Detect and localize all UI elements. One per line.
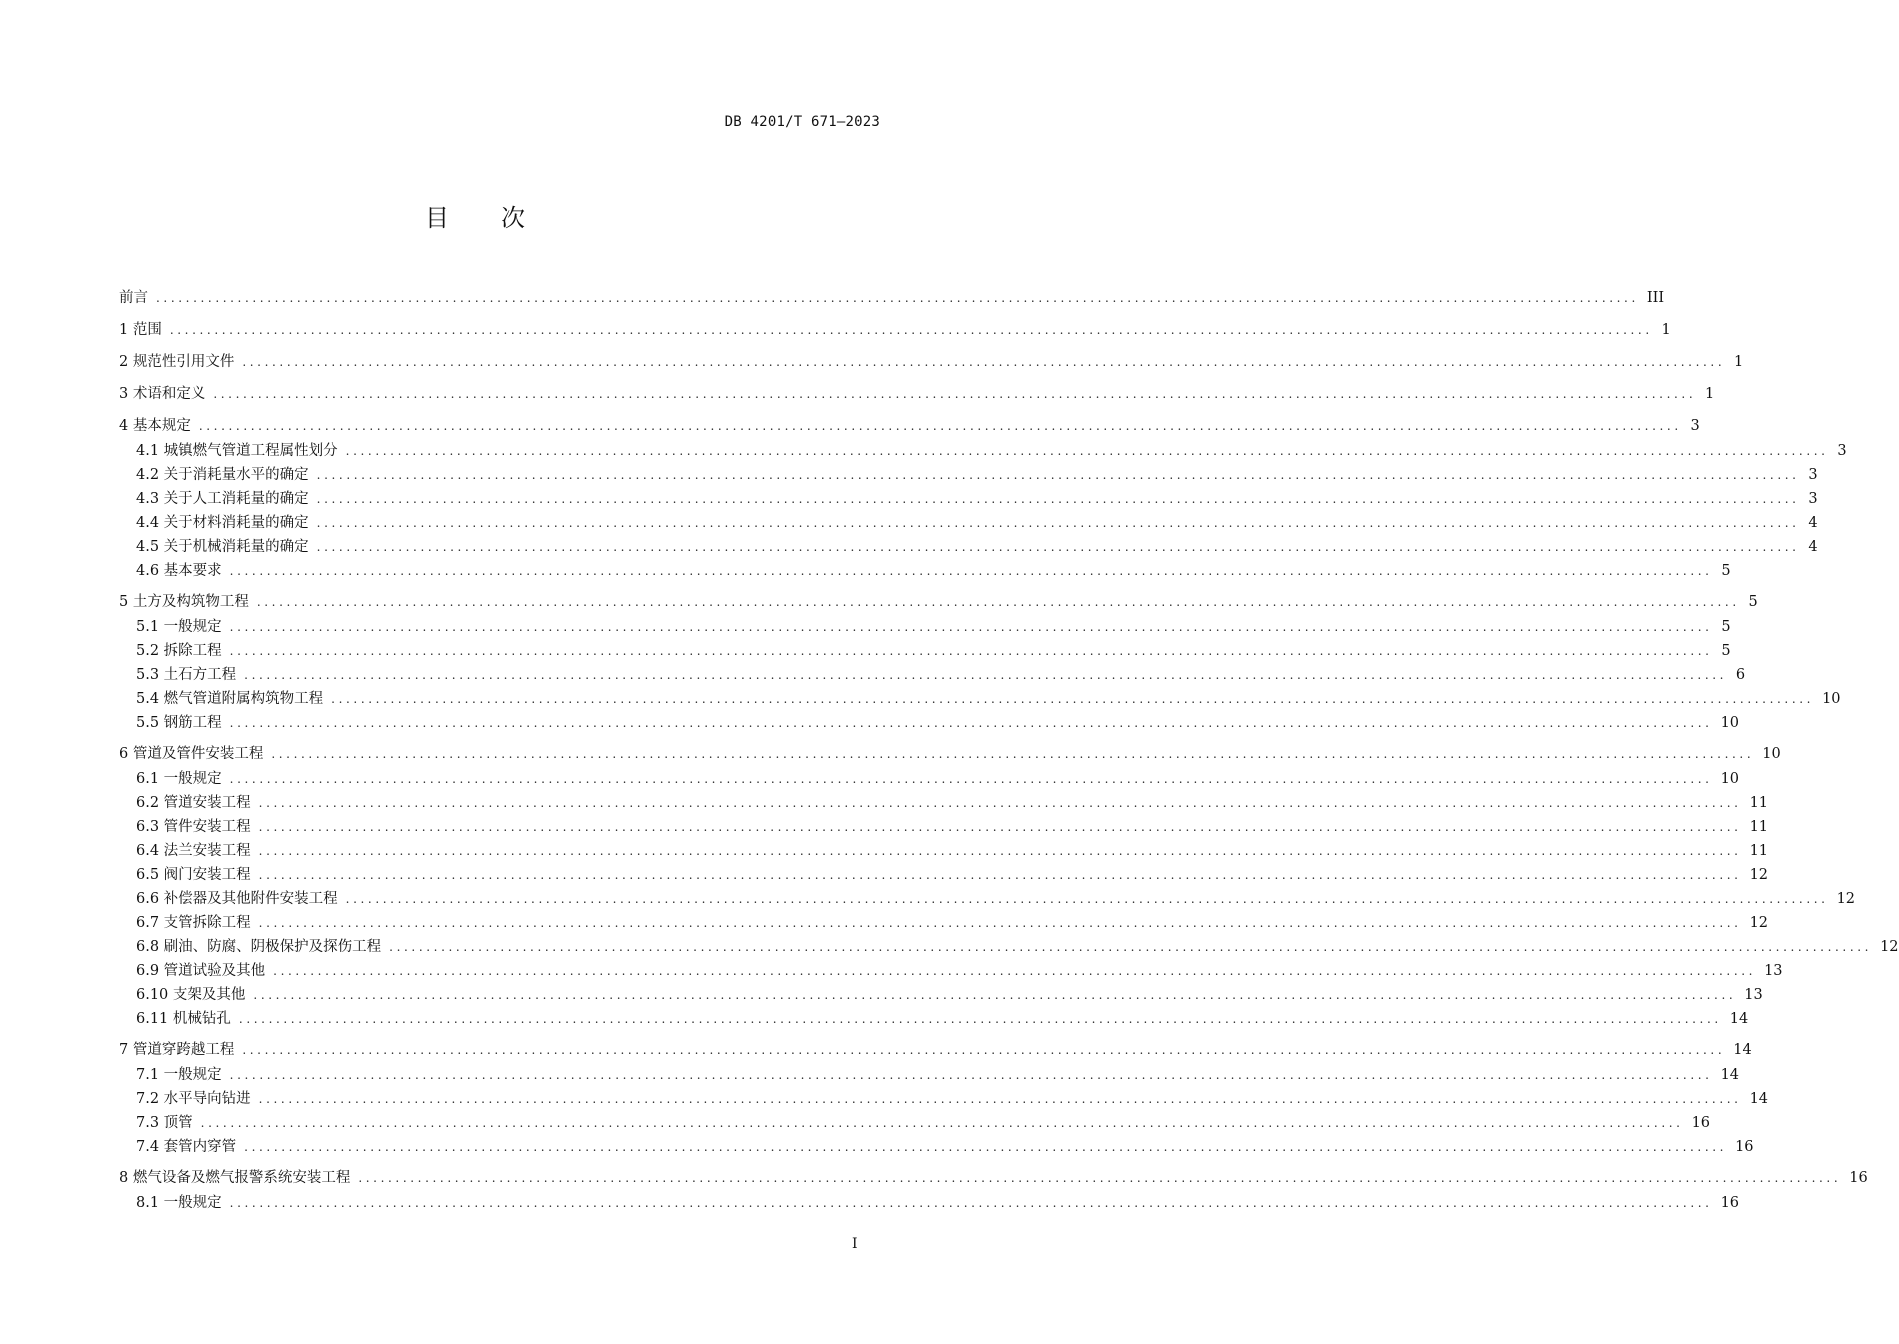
toc-entry-label: 关于人工消耗量的确定 xyxy=(163,491,309,507)
toc-entry-page: 10 xyxy=(1720,715,1740,731)
toc-entry[interactable] xyxy=(119,1111,1711,1135)
toc-leader-dots: ........................................................................................................................................................................................................ xyxy=(345,444,1829,458)
toc-entry-page: 10 xyxy=(1822,691,1841,707)
toc-leader-dots: ........................................................................................................................................................................................................ xyxy=(258,1092,1742,1106)
toc-entry-page: 14 xyxy=(1749,1091,1769,1107)
toc-leader-dots: ........................................................................................................................................................................................................ xyxy=(229,716,1713,730)
toc-entry-label: 一般规定 xyxy=(163,1067,222,1083)
page-title: 目次 xyxy=(425,204,577,232)
toc-entry-label: 支管拆除工程 xyxy=(163,915,251,931)
toc-entry-page: 11 xyxy=(1749,795,1769,811)
toc-entry-number: 4.3 xyxy=(136,491,160,507)
toc-entry-page: 3 xyxy=(1837,443,1847,459)
toc-leader-dots: ........................................................................................................................................................................................................ xyxy=(229,620,1713,634)
toc-entry[interactable] xyxy=(119,742,1781,767)
document-code: DB 4201/T 671—2023 xyxy=(724,114,880,130)
toc-entry-number: 8 xyxy=(119,1170,129,1186)
toc-entry[interactable] xyxy=(119,935,1899,959)
toc-leader-dots: ........................................................................................................................................................................................................ xyxy=(256,595,1740,609)
toc-entry-number: 8.1 xyxy=(136,1195,160,1211)
toc-entry-label: 套管内穿管 xyxy=(163,1139,237,1155)
toc-leader-dots: ........................................................................................................................................................................................................ xyxy=(258,796,1742,810)
toc-entry[interactable] xyxy=(119,1166,1868,1191)
toc-entry-label: 城镇燃气管道工程属性划分 xyxy=(163,443,338,459)
toc-leader-dots: ........................................................................................................................................................................................................ xyxy=(242,355,1726,369)
toc-entry-label: 钢筋工程 xyxy=(163,715,222,731)
toc-entry-page: 10 xyxy=(1762,746,1781,762)
toc-entry[interactable] xyxy=(119,1135,1754,1159)
toc-entry[interactable] xyxy=(119,983,1763,1007)
toc-leader-dots: ........................................................................................................................................................................................................ xyxy=(316,540,1800,554)
toc-entry[interactable] xyxy=(119,382,1715,407)
toc-entry-number: 5.1 xyxy=(136,619,160,635)
toc-entry-page: 5 xyxy=(1721,643,1731,659)
toc-entry-number: 4 xyxy=(119,418,129,434)
toc-entry[interactable] xyxy=(119,887,1856,911)
toc-entry-number: 4.5 xyxy=(136,539,160,555)
toc-entry-label: 规范性引用文件 xyxy=(132,354,235,370)
toc-entry-page: 16 xyxy=(1735,1139,1754,1155)
toc-entry[interactable] xyxy=(119,318,1671,343)
toc-leader-dots: ........................................................................................................................................................................................................ xyxy=(389,940,1873,954)
toc-entry-label: 燃气管道附属构筑物工程 xyxy=(163,691,324,707)
toc-leader-dots: ........................................................................................................................................................................................................ xyxy=(213,387,1697,401)
toc-entry-number: 4.1 xyxy=(136,443,160,459)
toc-leader-dots: ........................................................................................................................................................................................................ xyxy=(271,747,1755,761)
toc-entry-label: 关于消耗量水平的确定 xyxy=(163,467,309,483)
toc-entry-number: 2 xyxy=(119,354,129,370)
toc-entry-number: 7.1 xyxy=(136,1067,160,1083)
toc-entry[interactable] xyxy=(119,1191,1740,1215)
toc-leader-dots: ........................................................................................................................................................................................................ xyxy=(238,1012,1722,1026)
toc-entry-label: 土石方工程 xyxy=(163,667,237,683)
toc-leader-dots: ........................................................................................................................................................................................................ xyxy=(229,1068,1713,1082)
toc-entry[interactable] xyxy=(119,767,1740,791)
toc-entry[interactable] xyxy=(119,1087,1769,1111)
toc-entry-page: 3 xyxy=(1808,491,1818,507)
toc-entry-page: 5 xyxy=(1721,563,1731,579)
toc-entry-number: 7 xyxy=(119,1042,129,1058)
toc-entry-page: 14 xyxy=(1720,1067,1740,1083)
toc-entry-page: 16 xyxy=(1691,1115,1711,1131)
toc-entry-number: 7.4 xyxy=(136,1139,160,1155)
toc-entry-number: 6 xyxy=(119,746,129,762)
toc-leader-dots: ........................................................................................................................................................................................................ xyxy=(198,419,1682,433)
toc-entry-label: 基本要求 xyxy=(163,563,222,579)
toc-leader-dots: ........................................................................................................................................................................................................ xyxy=(156,291,1639,305)
toc-entry[interactable] xyxy=(119,815,1769,839)
toc-entry-number: 5.2 xyxy=(136,643,160,659)
toc-leader-dots: ........................................................................................................................................................................................................ xyxy=(316,516,1800,530)
page-number: I xyxy=(852,1236,858,1252)
toc-entry-number: 6.2 xyxy=(136,795,160,811)
toc-entry-number: 5.4 xyxy=(136,691,160,707)
toc-entry[interactable] xyxy=(119,511,1818,535)
toc-leader-dots: ........................................................................................................................................................................................................ xyxy=(258,868,1742,882)
toc-entry-label: 一般规定 xyxy=(163,619,222,635)
toc-entry-page: 12 xyxy=(1749,867,1769,883)
toc-entry[interactable] xyxy=(119,590,1758,615)
toc-entry[interactable] xyxy=(119,863,1769,887)
toc-leader-dots: ........................................................................................................................................................................................................ xyxy=(258,916,1742,930)
toc-entry-label: 一般规定 xyxy=(163,1195,222,1211)
toc-entry[interactable] xyxy=(119,1007,1749,1031)
toc-entry[interactable] xyxy=(119,663,1746,687)
toc-entry-label: 管道及管件安装工程 xyxy=(132,746,264,762)
toc-entry[interactable] xyxy=(119,1038,1752,1063)
toc-leader-dots: ........................................................................................................................................................................................................ xyxy=(358,1171,1842,1185)
toc-entry[interactable] xyxy=(119,911,1769,935)
toc-entry[interactable] xyxy=(119,839,1769,863)
toc-entry-page: 14 xyxy=(1729,1011,1749,1027)
toc-entry-page: 11 xyxy=(1749,819,1769,835)
toc-entry[interactable] xyxy=(119,791,1769,815)
toc-leader-dots: ........................................................................................................................................................................................................ xyxy=(229,564,1713,578)
toc-entry-number: 3 xyxy=(119,386,129,402)
toc-entry-label: 土方及构筑物工程 xyxy=(132,594,249,610)
toc-leader-dots: ........................................................................................................................................................................................................ xyxy=(345,892,1829,906)
toc-entry-page: 12 xyxy=(1749,915,1769,931)
toc-entry-number: 6.5 xyxy=(136,867,160,883)
toc-entry-page: 5 xyxy=(1721,619,1731,635)
toc-entry[interactable] xyxy=(119,286,1665,311)
toc-entry-page: 12 xyxy=(1880,939,1899,955)
toc-entry-label: 一般规定 xyxy=(163,771,222,787)
toc-entry-label: 基本规定 xyxy=(132,418,191,434)
toc-entry-number: 6.10 xyxy=(136,987,169,1003)
table-of-contents xyxy=(119,286,1899,1215)
toc-entry-number: 5.5 xyxy=(136,715,160,731)
toc-entry-number: 6.4 xyxy=(136,843,160,859)
toc-entry-page: 11 xyxy=(1749,843,1769,859)
toc-entry-number: 1 xyxy=(119,322,129,338)
toc-entry-label: 前言 xyxy=(119,290,148,306)
toc-leader-dots: ........................................................................................................................................................................................................ xyxy=(200,1116,1684,1130)
toc-entry-label: 阀门安装工程 xyxy=(163,867,251,883)
toc-leader-dots: ........................................................................................................................................................................................................ xyxy=(316,468,1800,482)
toc-entry[interactable] xyxy=(119,959,1783,983)
toc-leader-dots: ........................................................................................................................................................................................................ xyxy=(258,844,1742,858)
toc-entry-page: 14 xyxy=(1733,1042,1752,1058)
toc-leader-dots: ........................................................................................................................................................................................................ xyxy=(229,644,1713,658)
toc-leader-dots: ........................................................................................................................................................................................................ xyxy=(229,772,1713,786)
toc-entry-number: 4.2 xyxy=(136,467,160,483)
toc-entry-number: 6.1 xyxy=(136,771,160,787)
toc-entry[interactable] xyxy=(119,463,1818,487)
toc-entry-page: 13 xyxy=(1744,987,1763,1003)
toc-entry-label: 管道安装工程 xyxy=(163,795,251,811)
toc-entry[interactable] xyxy=(119,487,1818,511)
toc-leader-dots: ........................................................................................................................................................................................................ xyxy=(253,988,1737,1002)
toc-entry-number: 5.3 xyxy=(136,667,160,683)
toc-entry-label: 支架及其他 xyxy=(172,987,246,1003)
toc-entry-page: 5 xyxy=(1748,594,1758,610)
toc-entry-page: 12 xyxy=(1836,891,1856,907)
toc-leader-dots: ........................................................................................................................................................................................................ xyxy=(229,1196,1713,1210)
toc-entry-page: 1 xyxy=(1734,354,1744,370)
toc-entry-label: 范围 xyxy=(132,322,162,338)
toc-entry-number: 6.7 xyxy=(136,915,160,931)
toc-leader-dots: ........................................................................................................................................................................................................ xyxy=(169,323,1653,337)
toc-entry-page: 1 xyxy=(1705,386,1715,402)
toc-entry[interactable] xyxy=(119,711,1740,735)
toc-leader-dots: ........................................................................................................................................................................................................ xyxy=(331,692,1815,706)
toc-leader-dots: ........................................................................................................................................................................................................ xyxy=(242,1043,1726,1057)
toc-entry-number: 6.3 xyxy=(136,819,160,835)
toc-entry-page: 1 xyxy=(1661,322,1671,338)
toc-entry-page: 10 xyxy=(1720,771,1740,787)
toc-entry-page: 16 xyxy=(1849,1170,1868,1186)
toc-entry-label: 关于机械消耗量的确定 xyxy=(163,539,309,555)
toc-entry-label: 管道穿跨越工程 xyxy=(132,1042,235,1058)
toc-entry-label: 燃气设备及燃气报警系统安装工程 xyxy=(132,1170,351,1186)
toc-entry[interactable] xyxy=(119,535,1818,559)
toc-entry-page: 4 xyxy=(1808,539,1818,555)
toc-entry-number: 6.9 xyxy=(136,963,160,979)
toc-entry-page: 16 xyxy=(1720,1195,1740,1211)
toc-entry-number: 6.11 xyxy=(136,1011,169,1027)
toc-entry-number: 4.4 xyxy=(136,515,160,531)
toc-entry[interactable] xyxy=(119,559,1731,583)
toc-entry-page: III xyxy=(1646,290,1665,306)
toc-entry-number: 6.6 xyxy=(136,891,160,907)
toc-entry-label: 机械钻孔 xyxy=(172,1011,231,1027)
toc-entry[interactable] xyxy=(119,639,1731,663)
toc-entry-label: 关于材料消耗量的确定 xyxy=(163,515,309,531)
toc-entry-number: 7.3 xyxy=(136,1115,160,1131)
toc-leader-dots: ........................................................................................................................................................................................................ xyxy=(316,492,1800,506)
toc-entry-page: 4 xyxy=(1808,515,1818,531)
toc-entry-page: 6 xyxy=(1735,667,1746,683)
toc-leader-dots: ........................................................................................................................................................................................................ xyxy=(258,820,1742,834)
toc-entry[interactable] xyxy=(119,350,1744,375)
toc-entry-label: 顶管 xyxy=(163,1115,193,1131)
toc-entry-number: 5 xyxy=(119,594,129,610)
toc-entry-page: 3 xyxy=(1690,418,1700,434)
toc-leader-dots: ........................................................................................................................................................................................................ xyxy=(244,668,1728,682)
toc-entry[interactable] xyxy=(119,1063,1740,1087)
toc-leader-dots: ........................................................................................................................................................................................................ xyxy=(244,1140,1728,1154)
toc-entry-label: 术语和定义 xyxy=(132,386,206,402)
toc-entry[interactable] xyxy=(119,687,1841,711)
toc-entry-label: 管件安装工程 xyxy=(163,819,251,835)
toc-entry-number: 4.6 xyxy=(136,563,160,579)
toc-entry-label: 补偿器及其他附件安装工程 xyxy=(163,891,338,907)
toc-leader-dots: ........................................................................................................................................................................................................ xyxy=(273,964,1757,978)
toc-entry[interactable] xyxy=(119,414,1700,439)
toc-entry-page: 13 xyxy=(1764,963,1783,979)
toc-entry-label: 刷油、防腐、阴极保护及探伤工程 xyxy=(163,939,382,955)
toc-entry-label: 拆除工程 xyxy=(163,643,222,659)
toc-entry[interactable] xyxy=(119,439,1847,463)
toc-entry-page: 3 xyxy=(1808,467,1818,483)
toc-entry-label: 管道试验及其他 xyxy=(163,963,266,979)
toc-entry-label: 法兰安装工程 xyxy=(163,843,251,859)
toc-entry-number: 6.8 xyxy=(136,939,160,955)
toc-entry-number: 7.2 xyxy=(136,1091,160,1107)
toc-entry-label: 水平导向钻进 xyxy=(163,1091,251,1107)
toc-entry[interactable] xyxy=(119,615,1731,639)
